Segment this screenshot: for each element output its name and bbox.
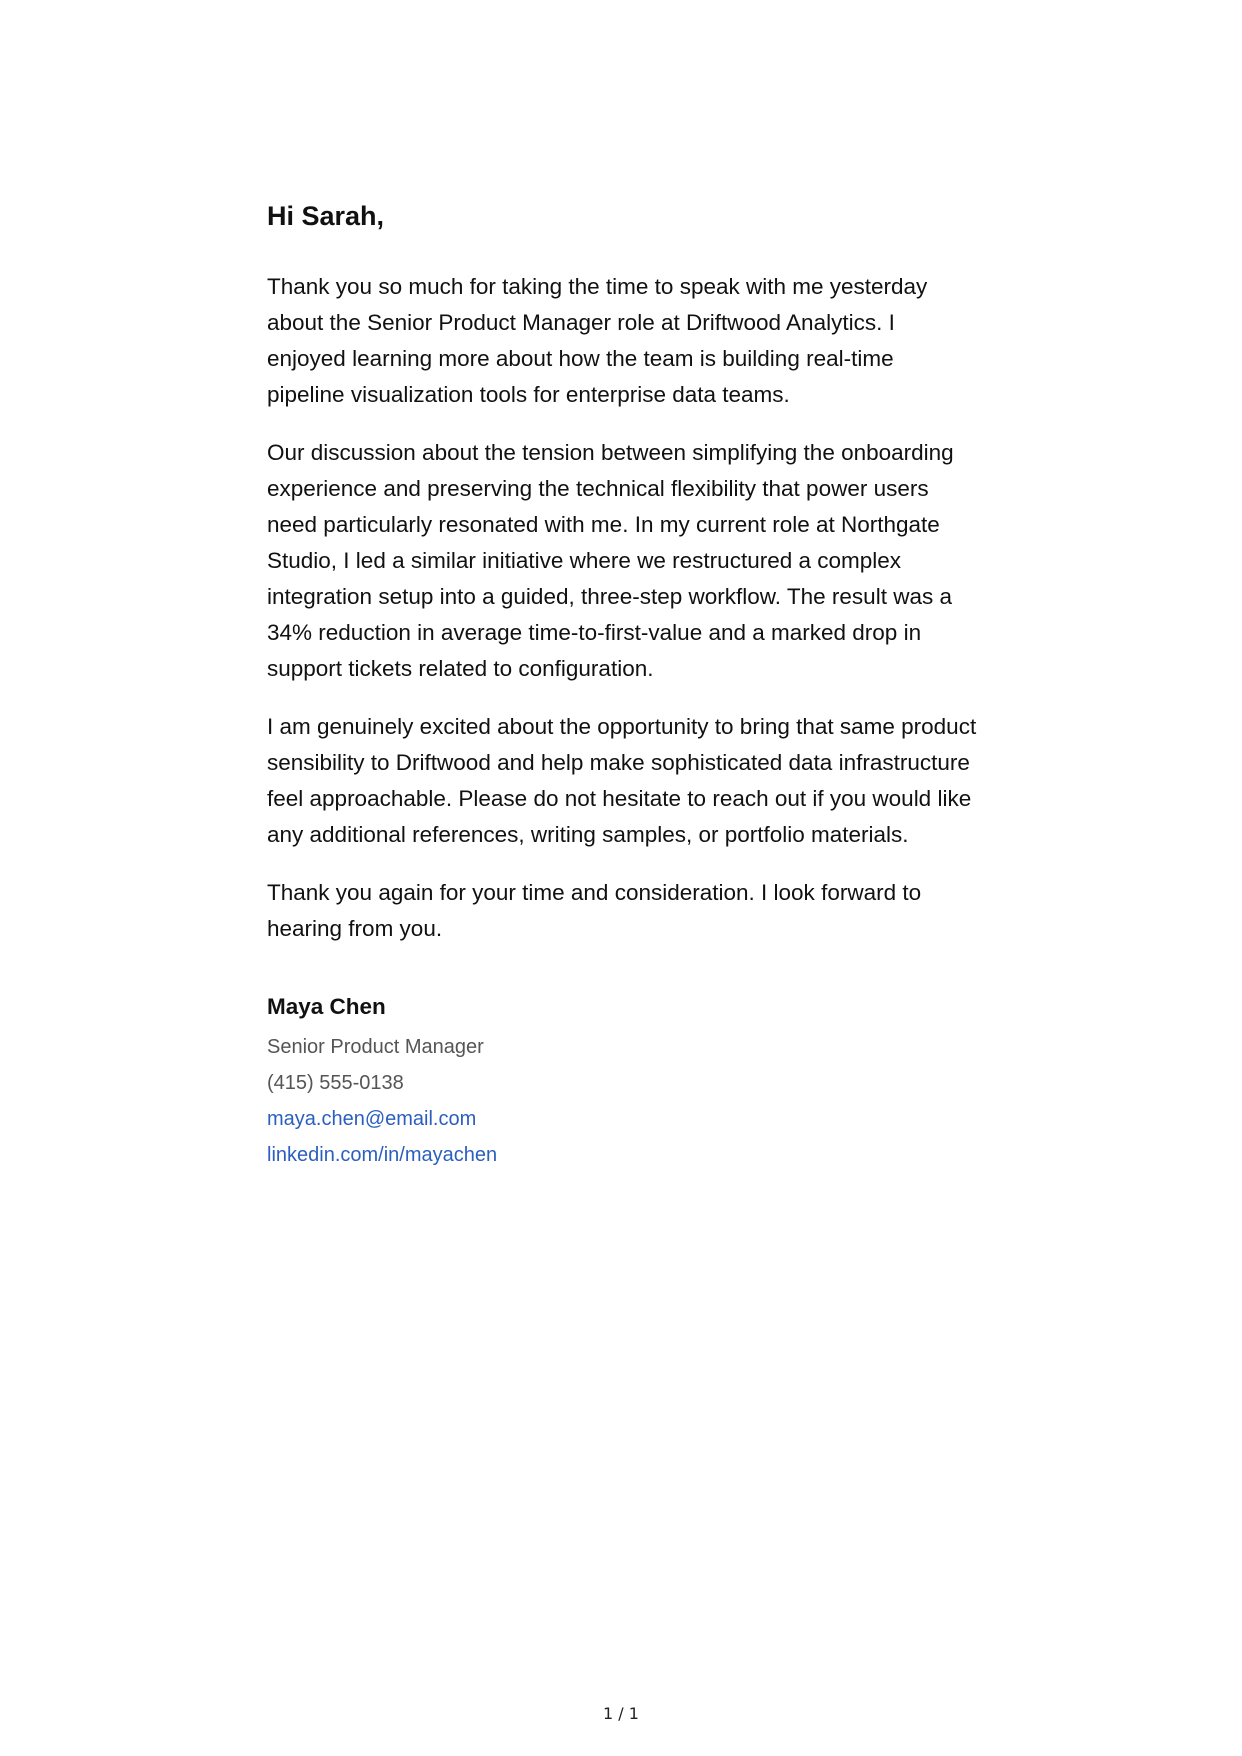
signature-title: Senior Product Manager [267,1036,484,1058]
signature-phone: (415) 555-0138 [267,1072,404,1094]
letter-paragraph: Thank you so much for taking the time to speak with me yesterday about the Senior Product Manager role at Driftwood Analytics. I enjoyed learning more about how the team is building real-time pipeline visualization tools for enterprise data teams. [267,274,928,407]
signature-block [267,992,977,1173]
page-number: 1 / 1 [603,1704,639,1723]
letter-paragraph: Our discussion about the tension between simplifying the onboarding experience and preserving the technical flexibility that power users need particularly resonated with me. In my current role at Northgate Studio, I led a similar initiative where we restructured a complex integration setup into a guided, three-step workflow. The result was a 34% reduction in average time-to-first-value and a marked drop in support tickets related to configuration. [267,440,954,681]
letter-paragraph: I am genuinely excited about the opportunity to bring that same product sensibility to Driftwood and help make sophisticated data infrastructure feel approachable. Please do not hesitate to reach out if you would like any additional references, writing samples, or portfolio materials. [267,714,977,847]
linkedin-link[interactable]: linkedin.com/in/mayachen [267,1144,498,1166]
email-link[interactable]: maya.chen@email.com [267,1108,477,1130]
signature-name: Maya Chen [267,994,386,1019]
greeting: Hi Sarah, [267,201,385,231]
letter-body [267,198,977,1173]
letter-paragraph: Thank you again for your time and consideration. I look forward to hearing from you. [267,880,922,941]
